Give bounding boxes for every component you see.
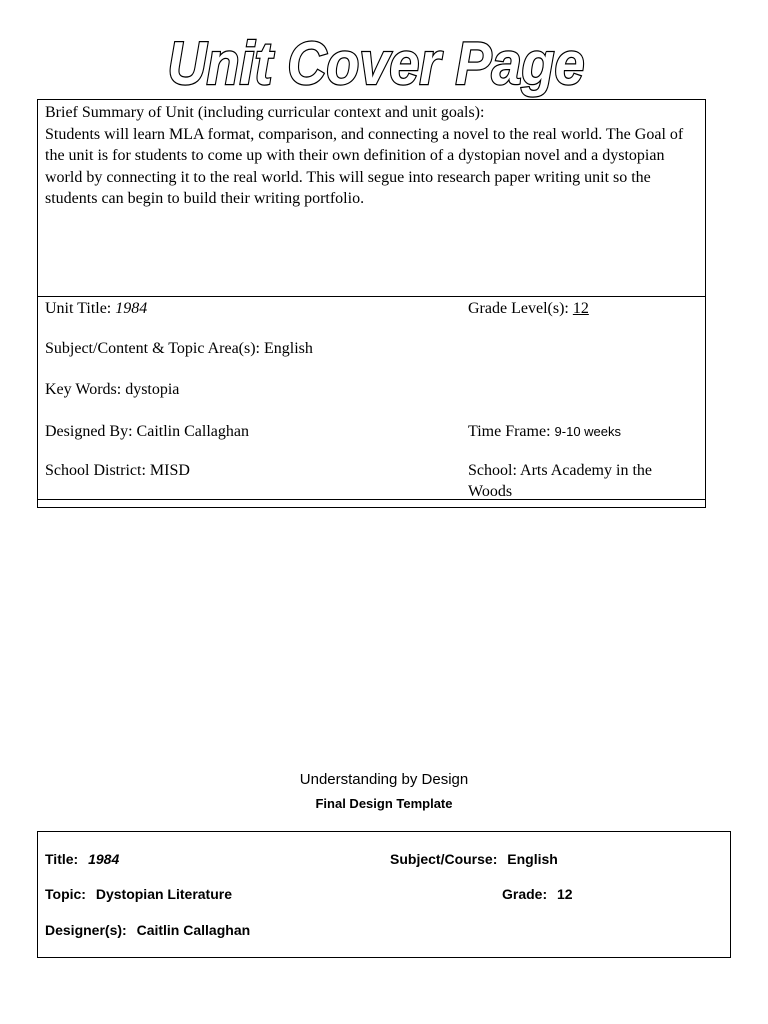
ubd-topic-value: Dystopian Literature	[95, 886, 232, 902]
unit-title-label: Unit Title:	[45, 300, 112, 317]
summary-body: Students will learn MLA format, comparison, and connecting a novel to the real world. The Goal of the unit is for students to come up with their own definition of a dystopian novel and a dystopian world by connecting it to the real world. This will segue into research paper writing unit so the students can begin to build their writing portfolio.	[45, 125, 684, 207]
school-field	[468, 460, 688, 502]
page-title	[0, 22, 768, 102]
designed-by-field	[45, 421, 249, 442]
ubd-heading: Understanding by Design	[299, 771, 469, 788]
ubd-title-label: Title:	[45, 851, 79, 867]
design-template-table	[37, 831, 731, 958]
ubd-designer-field	[45, 922, 250, 938]
ubd-topic-label: Topic:	[45, 886, 86, 902]
ubd-topic-field	[45, 886, 232, 902]
ubd-title-value: 1984	[88, 851, 120, 867]
school-district-value: MISD	[149, 462, 190, 479]
unit-title-field	[45, 298, 147, 319]
ubd-grade-field	[502, 886, 573, 902]
time-frame-field	[468, 421, 621, 442]
page-title-text: Unit Cover Page	[167, 30, 585, 98]
school-district-label: School District:	[45, 462, 146, 479]
subject-field	[45, 338, 313, 359]
ubd-subject-label: Subject/Course:	[390, 851, 498, 867]
designed-by-label: Designed By:	[45, 423, 133, 440]
time-frame-label: Time Frame:	[468, 423, 551, 440]
table-divider	[38, 499, 705, 500]
designed-by-value: Caitlin Callaghan	[136, 423, 249, 440]
ubd-subject-value: English	[507, 851, 558, 867]
subject-value: English	[264, 340, 313, 357]
grade-level-field	[468, 298, 589, 319]
ubd-subject-field	[390, 851, 558, 867]
subject-label: Subject/Content & Topic Area(s):	[45, 340, 260, 357]
keywords-value: dystopia	[125, 381, 180, 398]
unit-title-value: 1984	[115, 300, 148, 317]
school-district-field	[45, 460, 190, 481]
time-frame-value: 9-10 weeks	[554, 424, 622, 439]
ubd-designer-value: Caitlin Callaghan	[136, 922, 251, 938]
school-value: Arts Academy in the Woods	[468, 462, 652, 500]
summary-heading: Brief Summary of Unit (including curricular context and unit goals):	[45, 104, 485, 121]
summary-cell	[38, 100, 705, 297]
ubd-subheading: Final Design Template	[315, 796, 453, 811]
grade-level-label: Grade Level(s):	[468, 300, 569, 317]
ubd-grade-value: 12	[557, 886, 573, 902]
keywords-label: Key Words:	[45, 381, 122, 398]
grade-level-value: 12	[572, 300, 589, 317]
ubd-grade-label: Grade:	[502, 886, 548, 902]
unit-summary-table	[37, 99, 706, 508]
ubd-designer-label: Designer(s):	[45, 922, 127, 938]
keywords-field	[45, 379, 179, 400]
school-label: School:	[468, 462, 517, 479]
ubd-title-field	[45, 851, 119, 867]
